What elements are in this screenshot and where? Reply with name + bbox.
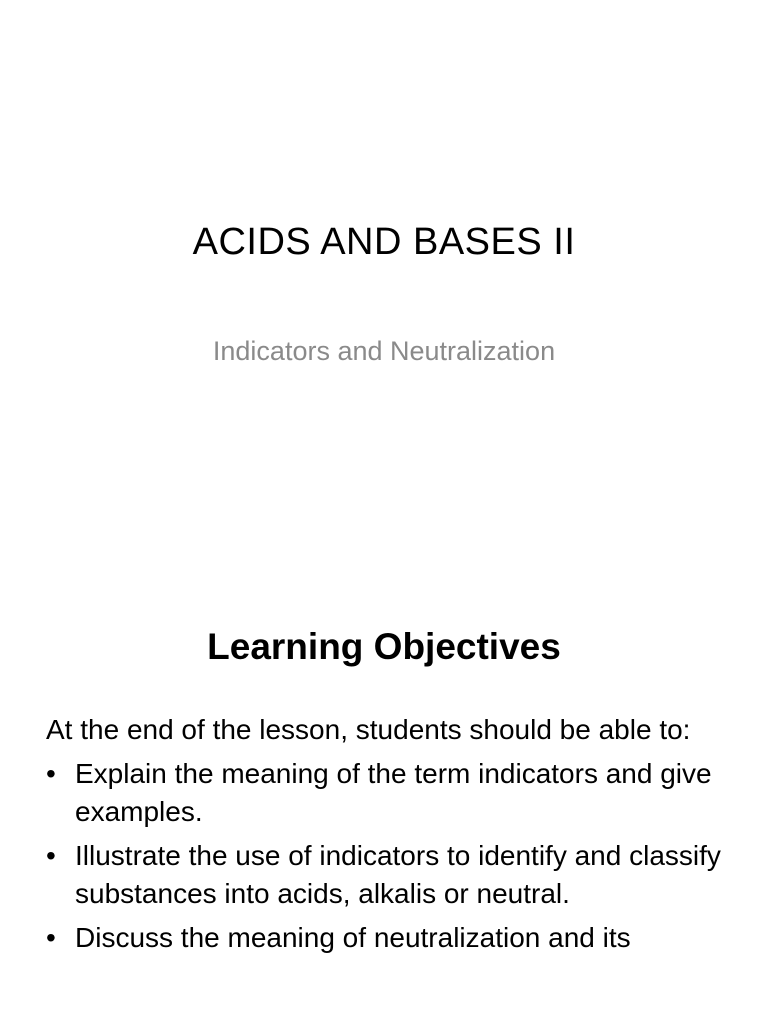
bullet-icon: • — [46, 840, 56, 871]
objectives-slide — [0, 575, 768, 1024]
slide-subtitle: Indicators and Neutralization — [212, 336, 556, 366]
list-item — [46, 919, 726, 957]
slide-title: ACIDS AND BASES II — [192, 221, 576, 263]
list-item — [46, 755, 726, 831]
objectives-list — [46, 755, 726, 957]
bullet-icon: • — [46, 758, 56, 789]
objectives-intro: At the end of the lesson, students should be able to: — [46, 714, 691, 745]
objectives-heading: Learning Objectives — [207, 626, 561, 667]
objective-text: Illustrate the use of indicators to identify and classify substances into acids, alkalis or neutral. — [75, 840, 721, 909]
bullet-icon: • — [46, 922, 56, 953]
objectives-body — [46, 711, 726, 963]
objective-text: Discuss the meaning of neutralization and its — [75, 922, 631, 953]
list-item — [46, 837, 726, 913]
objective-text: Explain the meaning of the term indicators and give examples. — [75, 758, 712, 827]
